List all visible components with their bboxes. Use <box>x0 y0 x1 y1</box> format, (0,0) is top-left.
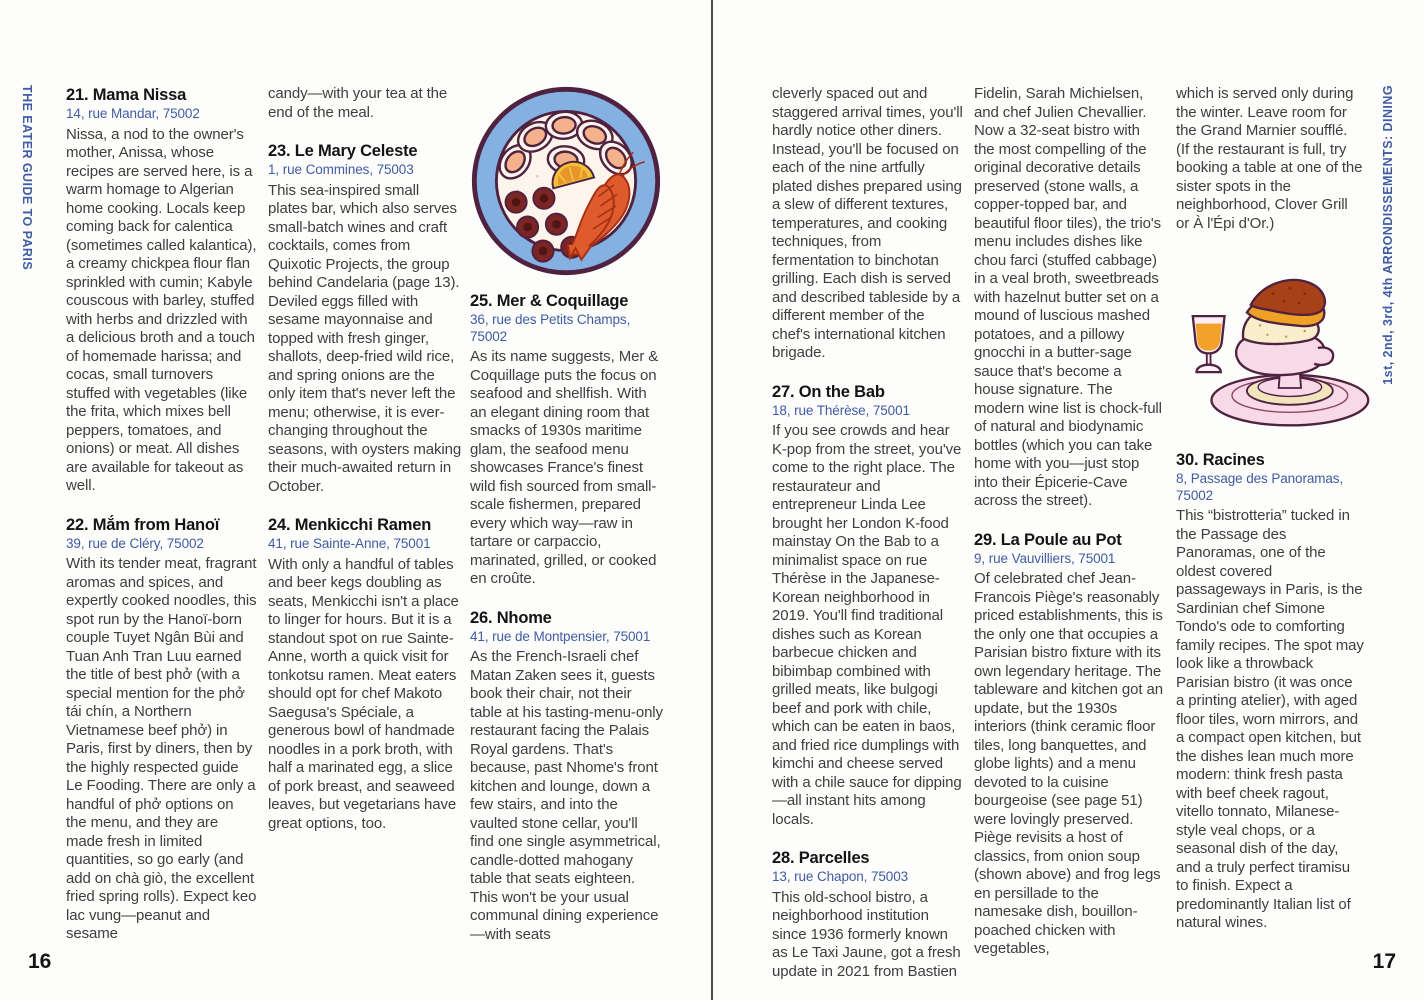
entry-title: 22. Mắm from Hanoï <box>66 515 220 534</box>
entry-address: 14, rue Mandar, 75002 <box>66 106 200 121</box>
restaurant-entry-26 <box>470 608 664 945</box>
restaurant-entry-30 <box>1176 450 1364 933</box>
entry-title: 25. Mer & Coquillage <box>470 292 629 310</box>
entry-address: 18, rue Thérèse, 75001 <box>772 402 910 418</box>
souffle-illustration <box>1176 252 1372 440</box>
entry-address: 9, rue Vauvilliers, 75001 <box>974 550 1116 566</box>
restaurant-entry-23 <box>268 141 462 496</box>
entry-address: 8, Passage des Panoramas, 75002 <box>1176 471 1344 503</box>
entry-body: This “bistrotteria” tucked in the Passage des Panoramas, one of the oldest covered passageways in Paris, is the Sardinian chef Simone Tondo's ode to comforting family recipes. The spot may look like a throwback Parisian bistro (it was once a printing atelier), with aged floor tiles, worn mirrors, and a compact open kitchen, but the dishes lean much more modern: think fresh pasta with beef cheek ragout, vitello tonnato, Milanese-style veal chops, or a seasonal dish of the day, and a truly perfect tiramisu to finish. Expect a predominantly Italian list of natural wines. <box>1176 507 1364 931</box>
entry-title: 30. Racines <box>1176 451 1265 469</box>
entry-title: 21. Mama Nissa <box>66 86 187 104</box>
entry-address: 13, rue Chapon, 75003 <box>772 869 909 884</box>
entry-address: 1, rue Commines, 75003 <box>268 162 414 177</box>
continuation-text: Fidelin, Sarah Michielsen, and chef Julien Chevallier. Now a 32-seat bistro with the most compelling of the original decorative details preserved (stone walls, a copper-topped bar, and beautiful floor tiles), the trio's menu includes dishes like chou farci (stuffed cabbage) in a veal broth, sweetbreads with hazelnut butter set on a mound of luscious mashed potatoes, and a pillowy gnocchi in a butter-sage sauce that's become a house signature. The modern wine list is chock-full of natural and biodynamic bottles (which you can take home with you—just stop into their Épicerie-Cave across the street). <box>974 85 1162 509</box>
right-page-number: 17 <box>1372 950 1396 973</box>
column-6 <box>1176 85 1364 952</box>
column-1 <box>66 85 258 963</box>
continuation-text: cleverly spaced out and staggered arrival times, you'll hardly notice other diners. Instead, you'll be focused on each of the nine artfully plated dishes prepared using a slew of different textures, temperatures, and cooking techniques, from fermentation to binchotan grilling. Each dish is served and described tableside by a different member of the chef's international kitchen brigade. <box>772 85 963 361</box>
left-page-spine-label: THE EATER GUIDE TO PARIS <box>20 85 34 271</box>
entry-body: Nissa, a nod to the owner's mother, Anissa, whose recipes are served here, is a warm homage to Algerian home cooking. Locals keep coming back for calentica (sometimes called kalantica), a creamy chickpea flour flan sprinkled with cumin; Kabyle couscous with barley, stuffed with herbs and drizzled with a delicious broth and a touch of homemade harissa; and cocas, small turnovers stuffed with vegetables (like the frita, which mixes bell peppers, tomatoes, and onions) or meat. All dishes are available for takeout as well. <box>66 125 257 494</box>
entry-title: 26. Nhome <box>470 608 552 627</box>
entry-body: As the French-Israeli chef Matan Zaken sees it, guests book their chair, not their table at his tasting-menu-only restaurant facing the Palais Royal gardens. That's because, past Nhome's front kitchen and lounge, down a few stairs, and into the vaulted stone cellar, you'll find one single asymmetrical, candle-dotted mahogany table that seats eighteen. This won't be your usual communal dining experience—with seats <box>470 648 663 943</box>
seafood-platter-illustration <box>470 85 662 277</box>
right-page-spine-label: 1st, 2nd, 3rd, 4th ARRONDISSEMENTS: DINING <box>1381 85 1395 385</box>
restaurant-entry-22 <box>66 515 258 944</box>
column-4 <box>772 85 964 1000</box>
entry-address: 41, rue Sainte-Anne, 75001 <box>268 536 431 551</box>
entry-body: This sea-inspired small plates bar, which also serves small-batch wines and craft cocktails, comes from Quixotic Projects, the group behind Candelaria (page 13). Deviled eggs filled with sesame mayonnaise and topped with fresh ginger, shallots, deep-fried wild rice, and spring onions are the only item that's never left the menu; otherwise, it is ever-changing throughout the seasons, with oysters making their much-awaited return in October. <box>268 181 462 495</box>
entry-title: 27. On the Bab <box>772 382 885 401</box>
column-3 <box>470 85 664 963</box>
restaurant-entry-21 <box>66 85 258 496</box>
entry-body: As its name suggests, Mer & Coquillage puts the focus on seafood and shellfish. With an elegant dining room that smacks of 1930s maritime glam, the seafood menu showcases France's finest wild fish sourced from small-scale fishermen, prepared every which way—raw in tartare or carpaccio, marinated, grilled, or cooked en croûte. <box>470 348 659 587</box>
entry-address: 39, rue de Cléry, 75002 <box>66 535 204 551</box>
entry-body: This old-school bistro, a neighborhood institution since 1936 formerly known as Le Taxi Jaune, got a fresh update in 2021 from Bastien <box>772 888 961 980</box>
entry-address: 36, rue des Petits Champs, 75002 <box>470 312 631 344</box>
entry-title: 29. La Poule au Pot <box>974 530 1122 549</box>
restaurant-entry-29 <box>974 530 1164 959</box>
continuation-text: candy—with your tea at the end of the meal. <box>268 85 448 121</box>
entry-title: 23. Le Mary Celeste <box>268 142 418 160</box>
restaurant-entry-25 <box>470 291 664 589</box>
continuation-text: which is served only during the winter. Leave room for the Grand Marnier soufflé. (If the restaurant is full, try booking a table at one of the sister spots in the neighborhood, Clover Grill or À l'Épi d'Or.) <box>1176 85 1363 232</box>
entry-body: If you see crowds and hear K-pop from the street, you've come to the right place. The restaurateur and entrepreneur Linda Lee brought her London K-food mainstay On the Bab to a minimalist space on rue Thérèse in the Japanese-Korean neighborhood in 2019. You'll find traditional dishes such as Korean barbecue chicken and bibimbap combined with grilled meats, like bulgogi beef and pork with chile, which can be eaten in baos, and fried rice dumplings with kimchi and cheese served with a chile sauce for dipping—all instant hits among locals. <box>772 422 962 828</box>
entry-title: 28. Parcelles <box>772 849 870 867</box>
center-gutter-divider <box>711 0 713 1000</box>
restaurant-entry-27 <box>772 382 964 830</box>
restaurant-entry-28 <box>772 848 964 981</box>
column-5 <box>974 85 1164 978</box>
left-page-number: 16 <box>28 950 52 973</box>
column-2 <box>268 85 462 852</box>
entry-body: With only a handful of tables and beer kegs doubling as seats, Menkicchi isn't a place to linger for hours. But it is a standout spot on rue Sainte-Anne, worth a quick visit for tonkotsu ramen. Meat eaters should opt for chef Makoto Saegusa's Spéciale, a generous bowl of handmade noodles in a pork broth, with half a marinated egg, a slice of pork breast, and seaweed leaves, but vegetarians have great options, too. <box>268 555 459 832</box>
entry-address: 41, rue de Montpensier, 75001 <box>470 628 651 644</box>
entry-title: 24. Menkicchi Ramen <box>268 516 432 534</box>
restaurant-entry-24 <box>268 515 462 833</box>
entry-body: Of celebrated chef Jean-Francois Piège's reasonably priced establishments, this is the only one that occupies a Parisian bistro fixture with its own legendary heritage. The tableware and kitchen got an update, but the 1930s interiors (think ceramic floor tiles, long banquettes, and globe lights) and a menu devoted to la cuisine bourgeoise (see page 51) were lovingly preserved. Piège revisits a host of classics, from onion soup (shown above) and frog legs en persillade to the namesake dish, bouillon-poached chicken with vegetables, <box>974 570 1163 957</box>
entry-body: With its tender meat, fragrant aromas and spices, and expertly cooked noodles, this spot run by the Hanoï-born couple Tuyet Ngân Bùi and Tuan Anh Tran Luu earned the title of best phở (with a special mention for the phở tái chín, a Northern Vietnamese beef phở) in Paris, first by diners, then by the highly respected guide Le Fooding. There are only a handful of phở options on the menu, and they are made fresh in limited quantities, so go early (and add on chà giò, the excellent fried spring rolls). Expect keo lac vung—peanut and sesame <box>66 555 257 942</box>
